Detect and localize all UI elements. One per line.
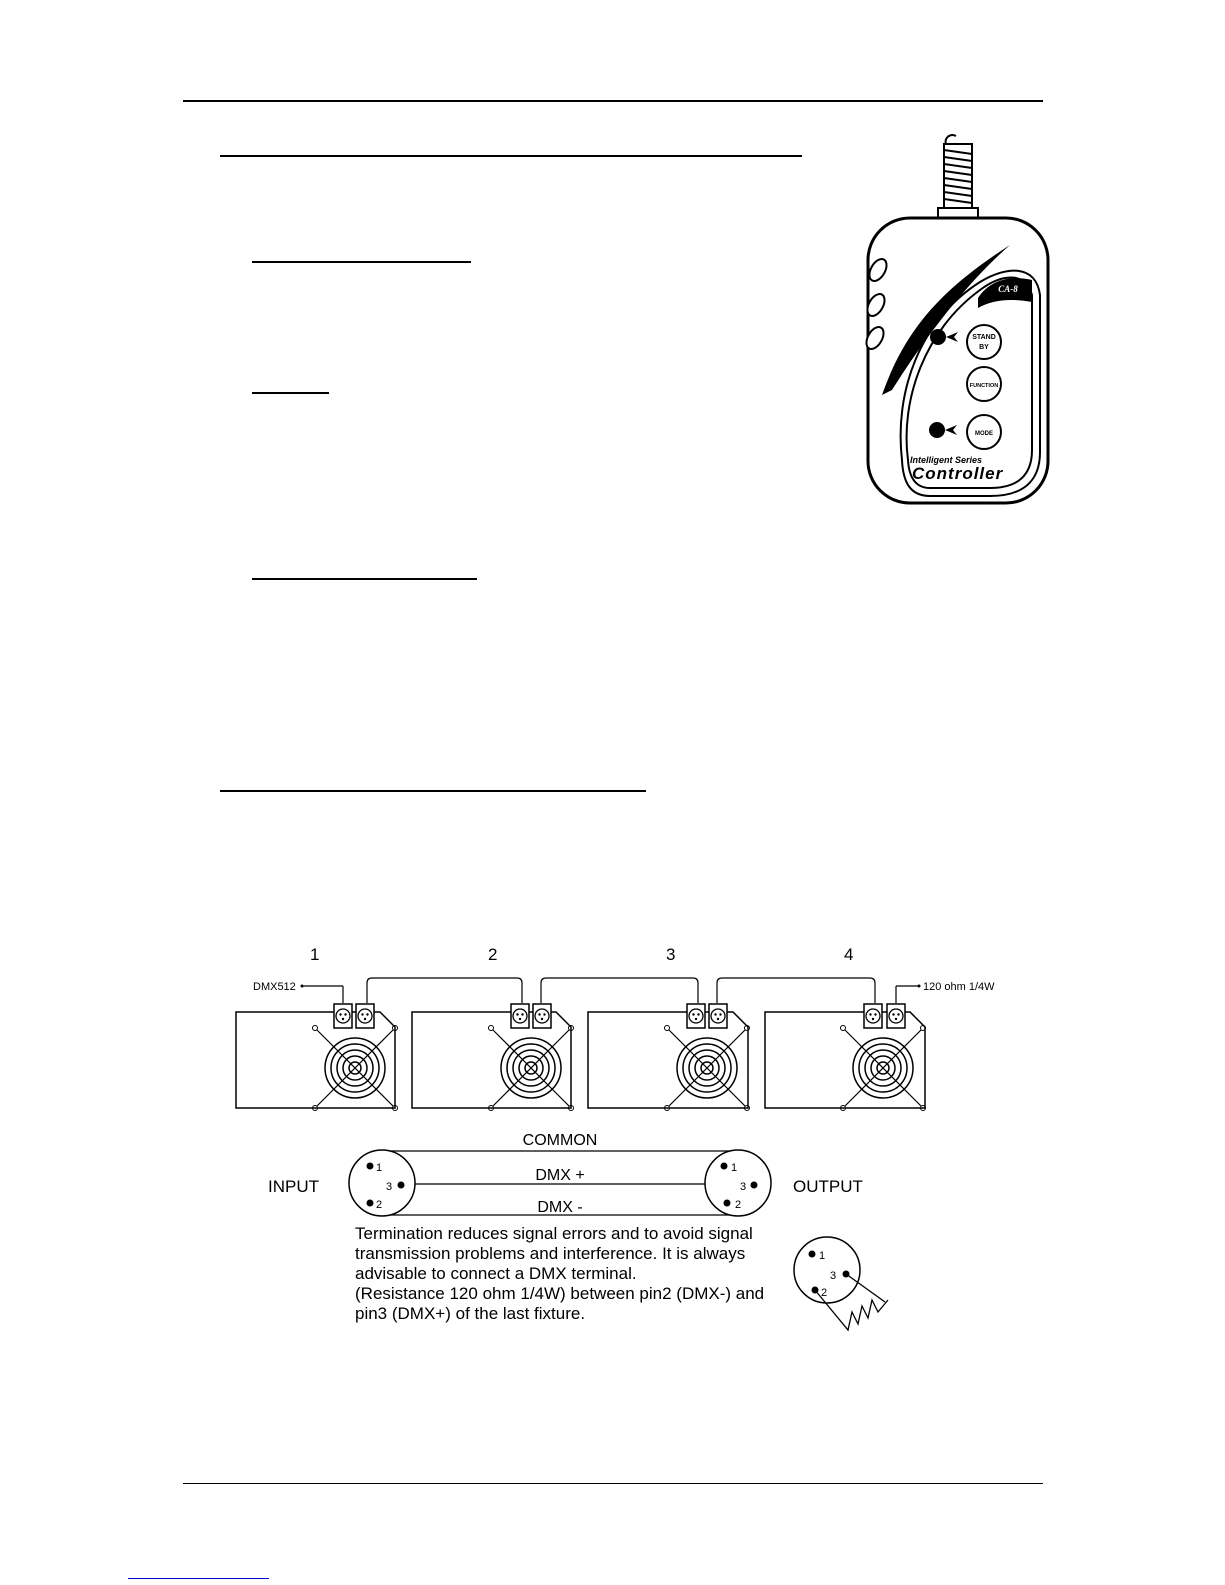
- dmx512-label: DMX512: [253, 981, 296, 993]
- input-pin-2: 2: [376, 1199, 383, 1211]
- common-label: COMMON: [522, 1132, 598, 1149]
- section-heading-underline-2: [220, 790, 646, 792]
- output-pin-3: 3: [740, 1181, 747, 1193]
- fixture-number-3: 3: [666, 945, 676, 964]
- terminator-pin-1: 1: [819, 1250, 826, 1262]
- output-connector: [705, 1150, 771, 1216]
- output-pin-1: 1: [731, 1162, 738, 1174]
- header-rule: [183, 100, 1043, 102]
- terminator-label: 120 ohm 1/4W: [923, 981, 995, 993]
- termination-note-line-1: Termination reduces signal errors and to avoid signal: [355, 1224, 753, 1243]
- fixture-number-2: 2: [488, 945, 498, 964]
- standby-button[interactable]: [967, 325, 1001, 359]
- controller-series-label: Intelligent Series: [910, 455, 983, 465]
- function-button-label: FUNCTION: [969, 383, 999, 389]
- termination-note-line-4: (Resistance 120 ohm 1/4W) between pin2 (DMX-) and: [355, 1284, 765, 1303]
- dmx-minus-label: DMX -: [537, 1199, 583, 1216]
- controller-illustration: [860, 130, 1060, 520]
- controller-model-label: CA-8: [998, 284, 1018, 294]
- termination-note-line-2: transmission problems and interference. It is always: [355, 1244, 746, 1263]
- standby-button-label-2: BY: [979, 344, 989, 351]
- output-label: OUTPUT: [793, 1177, 863, 1196]
- section-heading-underline-1: [220, 155, 802, 157]
- termination-note-line-5: pin3 (DMX+) of the last fixture.: [355, 1304, 586, 1323]
- terminator-connector: [794, 1237, 888, 1330]
- terminator-pin-2: 2: [821, 1287, 828, 1299]
- termination-note-line-3: advisable to connect a DMX terminal.: [355, 1264, 637, 1283]
- terminator-pin-3: 3: [830, 1270, 837, 1282]
- input-pin-3: 3: [386, 1181, 393, 1193]
- fixture-number-1: 1: [310, 945, 320, 964]
- footer-link-underline: [128, 1578, 269, 1579]
- mode-indicator: [929, 422, 945, 438]
- mode-button-label: MODE: [975, 431, 993, 437]
- subheading-underline-2: [252, 392, 329, 394]
- fixture-number-4: 4: [844, 945, 854, 964]
- standby-button-label-1: STAND: [972, 334, 996, 341]
- footer-rule: [183, 1483, 1043, 1484]
- input-connector: [349, 1150, 415, 1216]
- standby-indicator: [930, 329, 946, 345]
- subheading-underline-1: [252, 261, 471, 263]
- subheading-underline-3: [252, 578, 477, 580]
- controller-name-label: Controller: [912, 464, 1004, 483]
- dmx-plus-label: DMX +: [535, 1167, 585, 1184]
- output-pin-2: 2: [735, 1199, 742, 1211]
- input-label: INPUT: [268, 1177, 319, 1196]
- input-pin-1: 1: [376, 1162, 383, 1174]
